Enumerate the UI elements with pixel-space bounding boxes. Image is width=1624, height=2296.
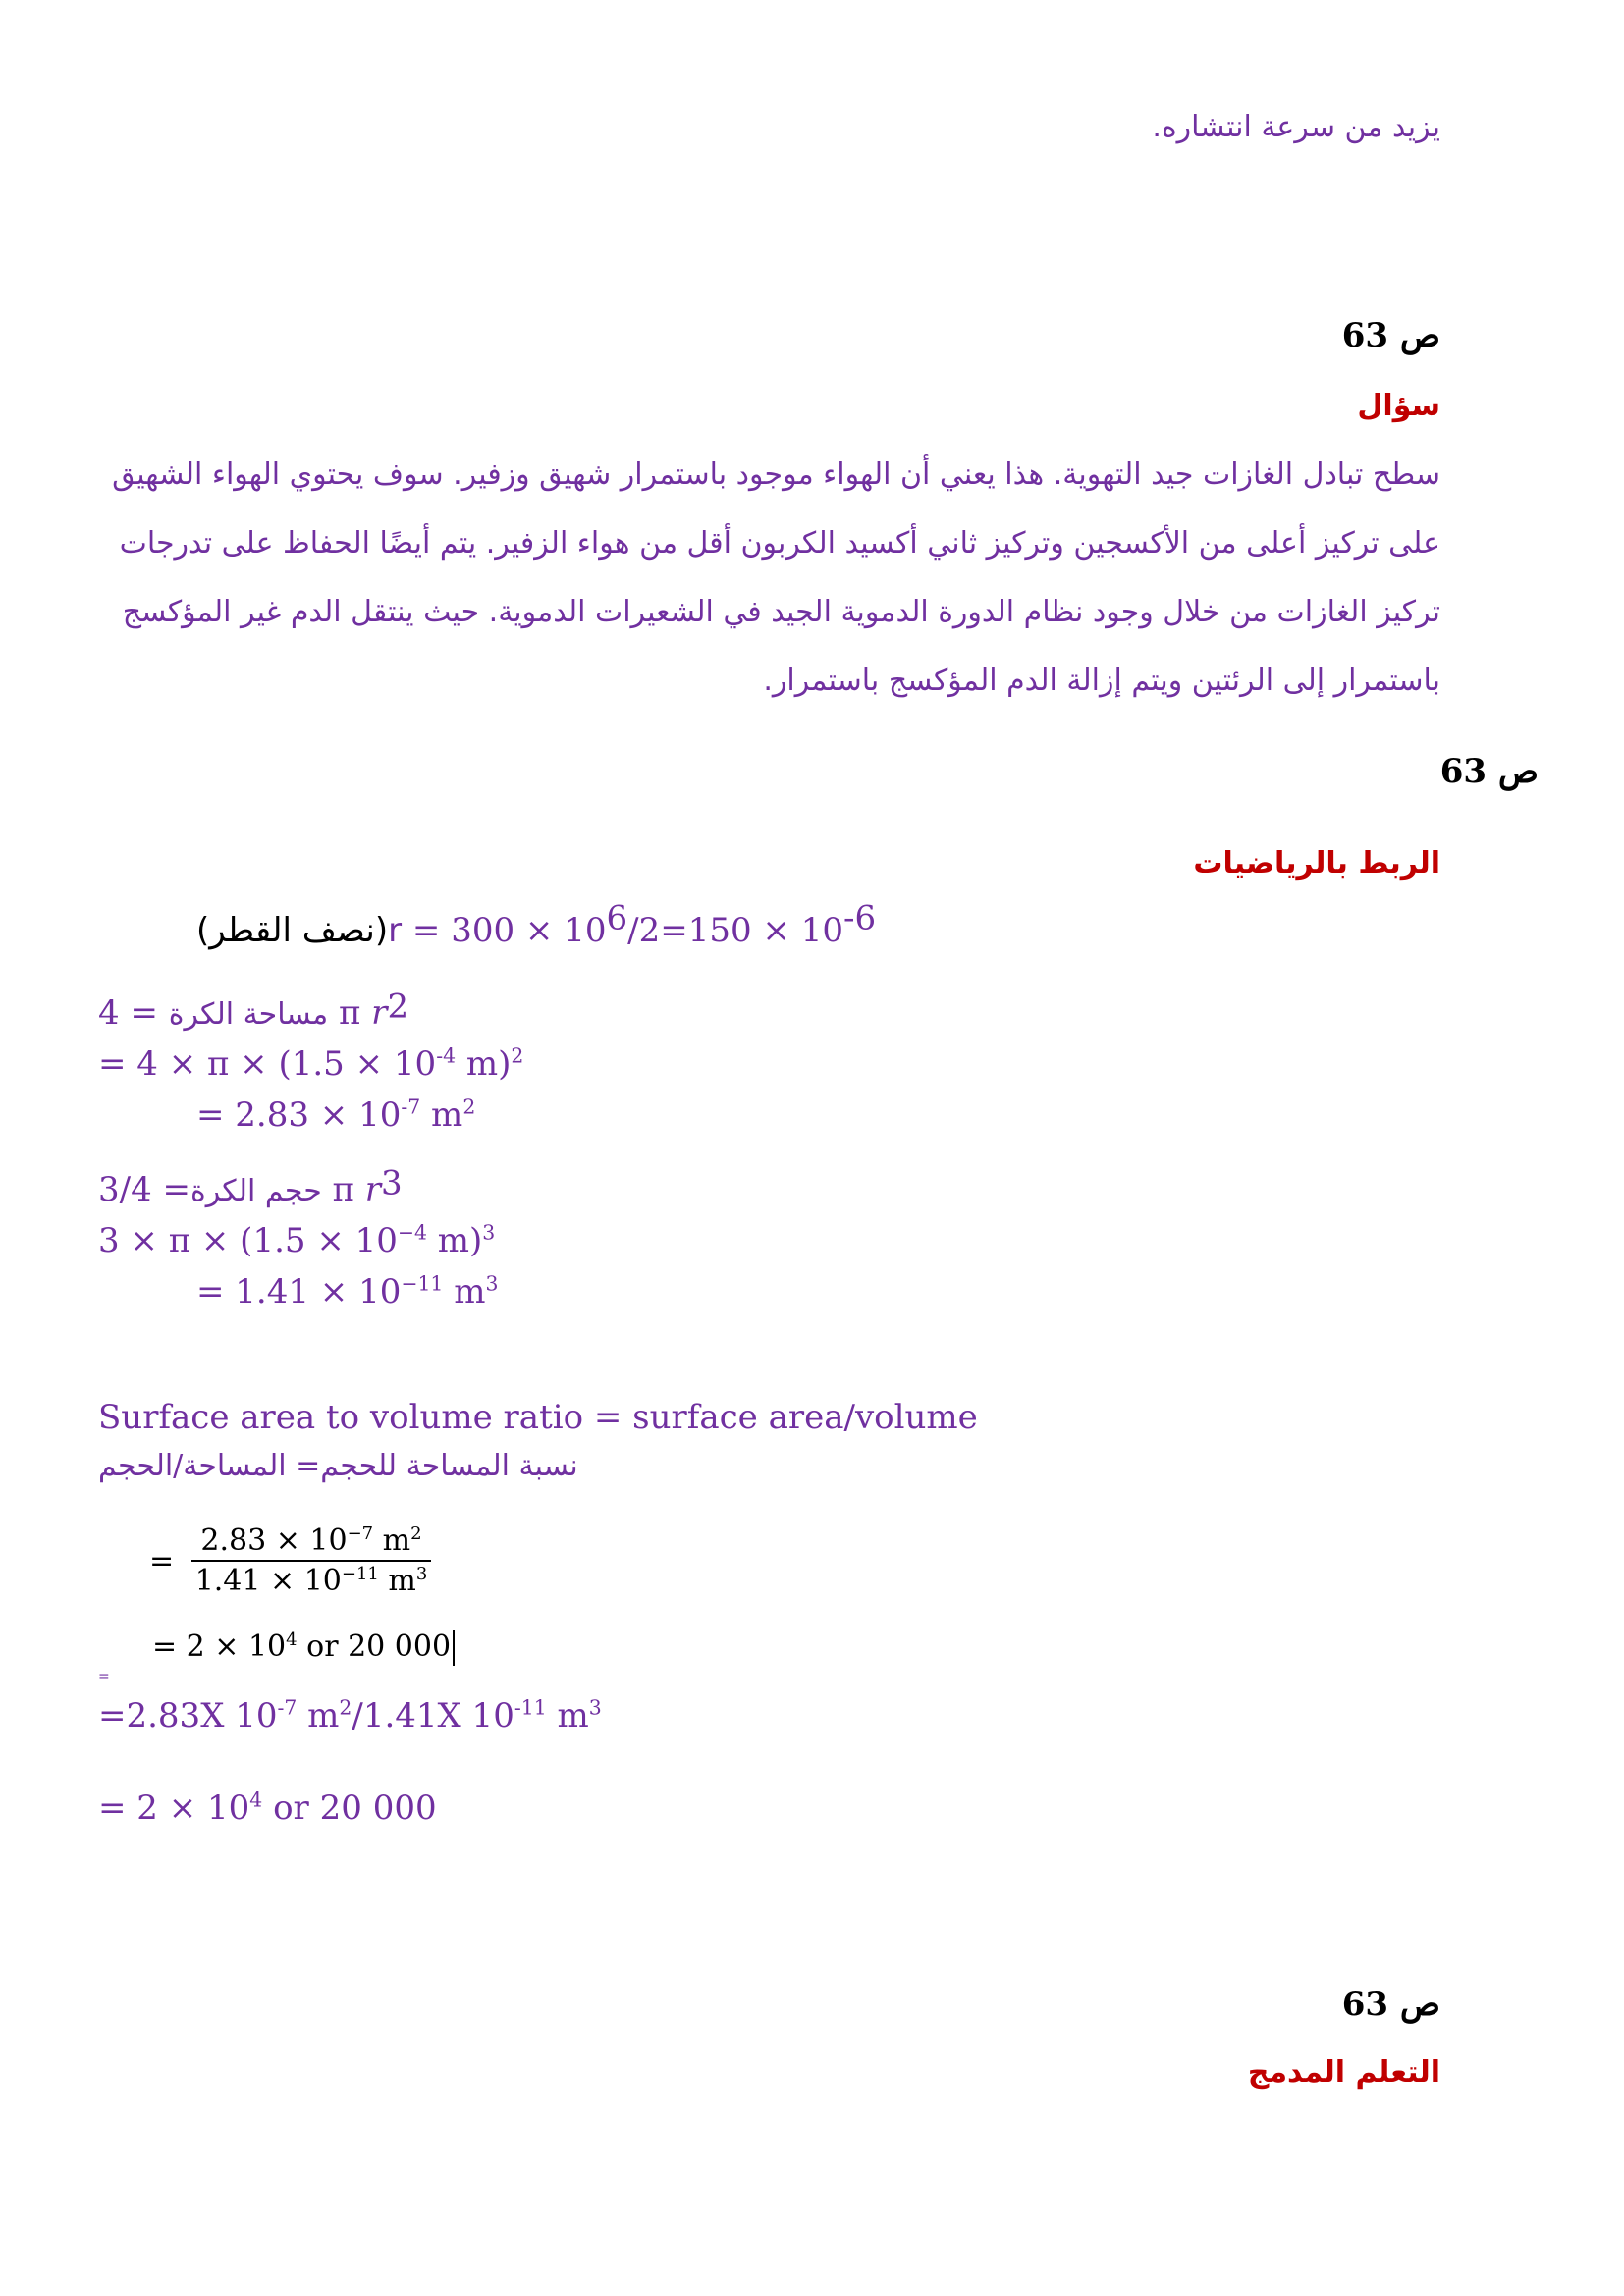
radius-mid: /2=150 × 10 [627, 911, 843, 950]
ratio-fraction [149, 1523, 431, 1598]
ratio-inline-b: m [297, 1696, 340, 1735]
ratio-num-a: 2.83 × 10 [200, 1523, 348, 1558]
sphere-volume-line-2 [98, 1221, 495, 1260]
sphere-area-line2-b: m) [456, 1044, 512, 1084]
page-heading-3: ص 63 [1341, 1985, 1440, 2024]
sphere-area-line2-exp: -4 [436, 1043, 457, 1068]
paragraph-line-1: سطح تبادل الغازات جيد التهوية. هذا يعني أن الهواء موجود باستمرار شهيق وزفير. سوف يحتوي الهواء الشهيق [112, 457, 1440, 492]
ratio-final-a: = 2 × 10 [98, 1789, 250, 1828]
sphere-volume-r-exp: 3 [380, 1163, 403, 1203]
page-heading-1: ص 63 [1341, 316, 1440, 355]
ratio-result-a: = 2 × 10 [152, 1629, 287, 1664]
ratio-inline-a: =2.83X 10 [98, 1696, 278, 1735]
sphere-volume-line-3 [196, 1272, 498, 1311]
radius-label-open: (نصف القطر [196, 911, 375, 950]
sphere-volume-eq: = 3/4 π [98, 1170, 365, 1209]
sphere-area-line2-exp2: 2 [511, 1043, 524, 1068]
paragraph-line-4: باستمرار إلى الرئتين ويتم إزالة الدم المؤكسج باستمرار. [763, 664, 1440, 698]
question-label: سؤال [1357, 389, 1440, 423]
ratio-den-exp: −11 [341, 1564, 379, 1584]
sphere-volume-line3-a: = 1.41 × 10 [196, 1272, 402, 1311]
sphere-volume-line2-b: m) [426, 1221, 483, 1260]
ratio-inline-exp3: -11 [514, 1695, 547, 1720]
top-line: يزيد من سرعة انتشاره. [1152, 110, 1440, 144]
ratio-inline-exp2: 2 [339, 1695, 352, 1720]
radius-equation [196, 898, 877, 950]
ratio-arabic: نسبة المساحة للحجم= المساحة/الحجم [98, 1449, 578, 1483]
sphere-area-line3-a: = 2.83 × 10 [196, 1095, 402, 1135]
sphere-volume-line2-exp2: 3 [482, 1220, 496, 1245]
radius-exp2: -6 [842, 898, 877, 938]
ratio-fraction-eq: = [149, 1543, 175, 1578]
sphere-area-line-2 [98, 1044, 523, 1084]
sphere-volume-line2-exp: −4 [397, 1220, 427, 1245]
ratio-den-b: m [378, 1564, 416, 1598]
ratio-english: Surface area to volume ratio = surface area/volume [98, 1398, 978, 1437]
sphere-volume-line3-exp: −11 [401, 1271, 444, 1296]
sphere-volume-r: r [364, 1170, 381, 1209]
sphere-area-line3-exp: -7 [401, 1095, 421, 1119]
ratio-num-b: m [373, 1523, 411, 1558]
radius-eq: = 300 × 10 [402, 911, 607, 950]
sphere-volume-line2-a: 3 × π × (1.5 × 10 [98, 1221, 398, 1260]
radius-label-close: ) [374, 911, 389, 950]
ratio-final-b: or 20 000 [262, 1789, 437, 1828]
ratio-final [98, 1789, 437, 1828]
math-link-label: الربط بالرياضيات [1193, 846, 1440, 881]
paragraph-line-2: على تركيز أعلى من الأكسجين وتركيز ثاني أكسيد الكربون أقل من هواء الزفير. يتم أيضًا الحفاظ على تدرجات [119, 526, 1440, 561]
ratio-result-exp: 4 [286, 1629, 298, 1650]
sphere-area-r: r [371, 993, 388, 1033]
ratio-den-exp2: 3 [415, 1564, 428, 1584]
ratio-fraction-body [191, 1523, 432, 1598]
ratio-num-exp2: 2 [410, 1523, 422, 1544]
ratio-result-b: or 20 000 [297, 1629, 452, 1664]
sphere-area-eq: = 4 π [98, 993, 372, 1033]
sphere-volume-line-1 [98, 1163, 403, 1209]
ratio-den-a: 1.41 × 10 [194, 1564, 342, 1598]
ratio-inline-c: /1.41X 10 [352, 1696, 514, 1735]
sphere-volume-line3-b: m [443, 1272, 486, 1311]
radius-exp1: 6 [606, 898, 628, 938]
sphere-area-r-exp: 2 [387, 987, 409, 1027]
ratio-num-exp: −7 [347, 1523, 374, 1544]
page-heading-2: ص 63 [1439, 752, 1539, 791]
sphere-area-line3-b: m [420, 1095, 463, 1135]
ratio-inline-d: m [546, 1696, 589, 1735]
text-cursor [453, 1630, 455, 1666]
sphere-volume-line3-exp2: 3 [485, 1271, 499, 1296]
paragraph-line-3: تركيز الغازات من خلال وجود نظام الدورة الدموية الجيد في الشعيرات الدموية. حيث ينتقل الدم غير المؤكسج [122, 595, 1440, 629]
ratio-inline-exp4: 3 [588, 1695, 602, 1720]
sphere-area-line2-a: = 4 × π × (1.5 × 10 [98, 1044, 437, 1084]
ratio-result [152, 1629, 455, 1666]
ratio-inline-exp1: -7 [277, 1695, 298, 1720]
sphere-area-label: مساحة الكرة [168, 997, 329, 1032]
ratio-denominator [191, 1562, 432, 1598]
radius-symbol: r [388, 911, 403, 950]
sphere-volume-label: حجم الكرة [190, 1174, 322, 1208]
blended-learning-label: التعلم المدمج [1247, 2056, 1440, 2090]
ratio-final-exp: 4 [249, 1788, 263, 1812]
sphere-area-line-1 [98, 987, 409, 1033]
sphere-area-line-3 [196, 1095, 475, 1135]
sphere-area-line3-exp2: 2 [462, 1095, 476, 1119]
ratio-inline [98, 1696, 602, 1735]
ratio-numerator [191, 1523, 432, 1562]
ratio-small-eq: = [98, 1669, 110, 1684]
